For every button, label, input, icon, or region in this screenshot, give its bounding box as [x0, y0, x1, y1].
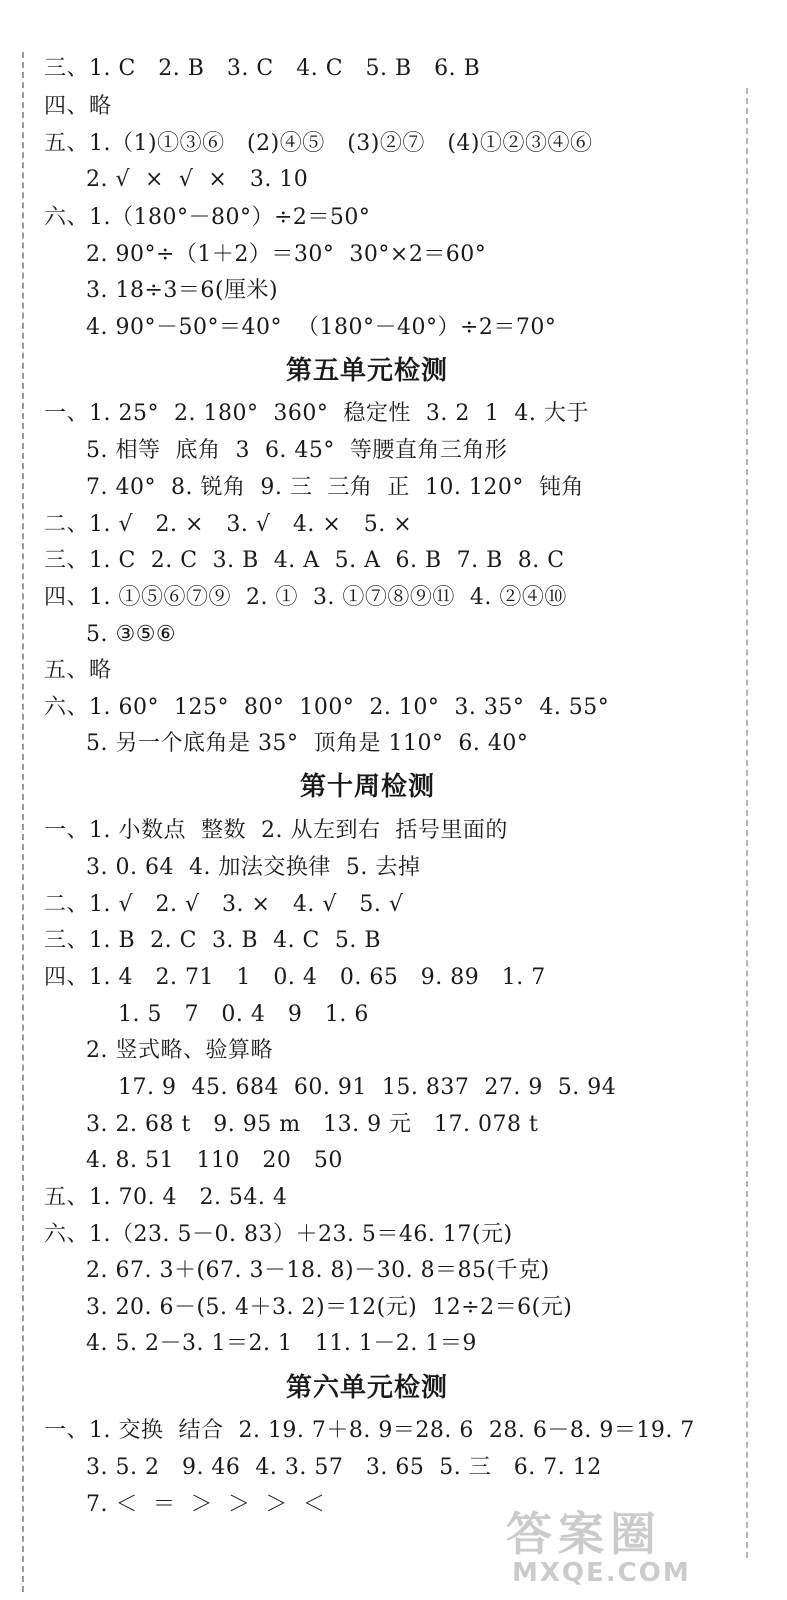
answer-line: 5. 相等 底角 3 6. 45° 等腰直角三角形: [86, 438, 508, 463]
answer-line: 六、1.（23. 5－0. 83）＋23. 5＝46. 17(元): [44, 1222, 513, 1247]
answer-line: 五、1. 70. 4 2. 54. 4: [44, 1185, 288, 1210]
section-heading: 第十周检测: [300, 772, 436, 802]
left-dashed-rule: [22, 52, 24, 1592]
answer-line: 1. 5 7 0. 4 9 1. 6: [118, 1002, 369, 1027]
answer-line: 3. 5. 2 9. 46 4. 3. 57 3. 65 5. 三 6. 7. 12: [86, 1455, 602, 1480]
answer-line: 2. 67. 3＋(67. 3－18. 8)－30. 8＝85(千克): [86, 1258, 550, 1283]
answer-line: 3. 20. 6－(5. 4＋3. 2)＝12(元) 12÷2＝6(元): [86, 1295, 573, 1320]
answer-line: 3. 18÷3＝6(厘米): [86, 278, 279, 303]
answer-line: 17. 9 45. 684 60. 91 15. 837 27. 9 5. 94: [118, 1075, 617, 1100]
watermark-logo: [506, 1507, 691, 1588]
answer-line: 4. 8. 51 110 20 50: [86, 1148, 343, 1173]
answer-line: 六、1.（180°－80°）÷2＝50°: [44, 205, 371, 230]
answer-line: 六、1. 60° 125° 80° 100° 2. 10° 3. 35° 4. 55°: [44, 695, 610, 720]
answer-line: 二、1. √ 2. √ 3. × 4. √ 5. √: [44, 892, 404, 917]
answer-line: 三、1. B 2. C 3. B 4. C 5. B: [44, 928, 382, 953]
answer-line: 5. ③⑤⑥: [86, 622, 177, 647]
section-heading: 第五单元检测: [286, 356, 449, 386]
section-heading: 第六单元检测: [286, 1373, 449, 1403]
answer-line: 五、略: [44, 658, 112, 683]
answer-line: 3. 2. 68 t 9. 95 m 13. 9 元 17. 078 t: [86, 1112, 539, 1137]
answer-line: 一、1. 交换 结合 2. 19. 7＋8. 9＝28. 6 28. 6－8. 9＝19. 7: [44, 1418, 695, 1443]
answer-line: 三、1. C 2. C 3. B 4. A 5. A 6. B 7. B 8. C: [44, 548, 565, 573]
right-dashed-rule: [746, 88, 748, 1558]
answer-line: 7. 40° 8. 锐角 9. 三 三角 正 10. 120° 钝角: [86, 475, 584, 500]
watermark-text: 答案圈: [506, 1507, 662, 1561]
answer-line: 3. 0. 64 4. 加法交换律 5. 去掉: [86, 855, 421, 880]
answer-line: 4. 5. 2－3. 1＝2. 1 11. 1－2. 1＝9: [86, 1331, 477, 1356]
answer-line: 一、1. 25° 2. 180° 360° 稳定性 3. 2 1 4. 大于: [44, 401, 589, 426]
answer-line: 四、1. 4 2. 71 1 0. 4 0. 65 9. 89 1. 7: [44, 965, 546, 990]
answer-line: 4. 90°－50°＝40° （180°－40°）÷2＝70°: [86, 315, 557, 340]
answer-line: 五、1.（1)①③⑥ (2)④⑤ (3)②⑦ (4)①②③④⑥: [44, 131, 593, 156]
watermark-url: MXQE.COM: [512, 1558, 691, 1588]
answer-line: 7. ＜ ＝ ＞ ＞ ＞ ＜: [86, 1492, 326, 1517]
answer-line: 2. 90°÷（1＋2）＝30° 30°×2＝60°: [86, 242, 487, 267]
answer-line: 四、1. ①⑤⑥⑦⑨ 2. ① 3. ①⑦⑧⑨⑪ 4. ②④⑩: [44, 585, 567, 610]
answer-line: 三、1. C 2. B 3. C 4. C 5. B 6. B: [44, 56, 481, 81]
answer-line: 二、1. √ 2. × 3. √ 4. × 5. ×: [44, 512, 413, 537]
answer-line: 5. 另一个底角是 35° 顶角是 110° 6. 40°: [86, 731, 529, 756]
answer-line: 一、1. 小数点 整数 2. 从左到右 括号里面的: [44, 818, 508, 843]
answer-line: 四、略: [44, 94, 112, 119]
answer-line: 2. √ × √ × 3. 10: [86, 167, 309, 192]
answer-line: 2. 竖式略、验算略: [86, 1038, 273, 1063]
